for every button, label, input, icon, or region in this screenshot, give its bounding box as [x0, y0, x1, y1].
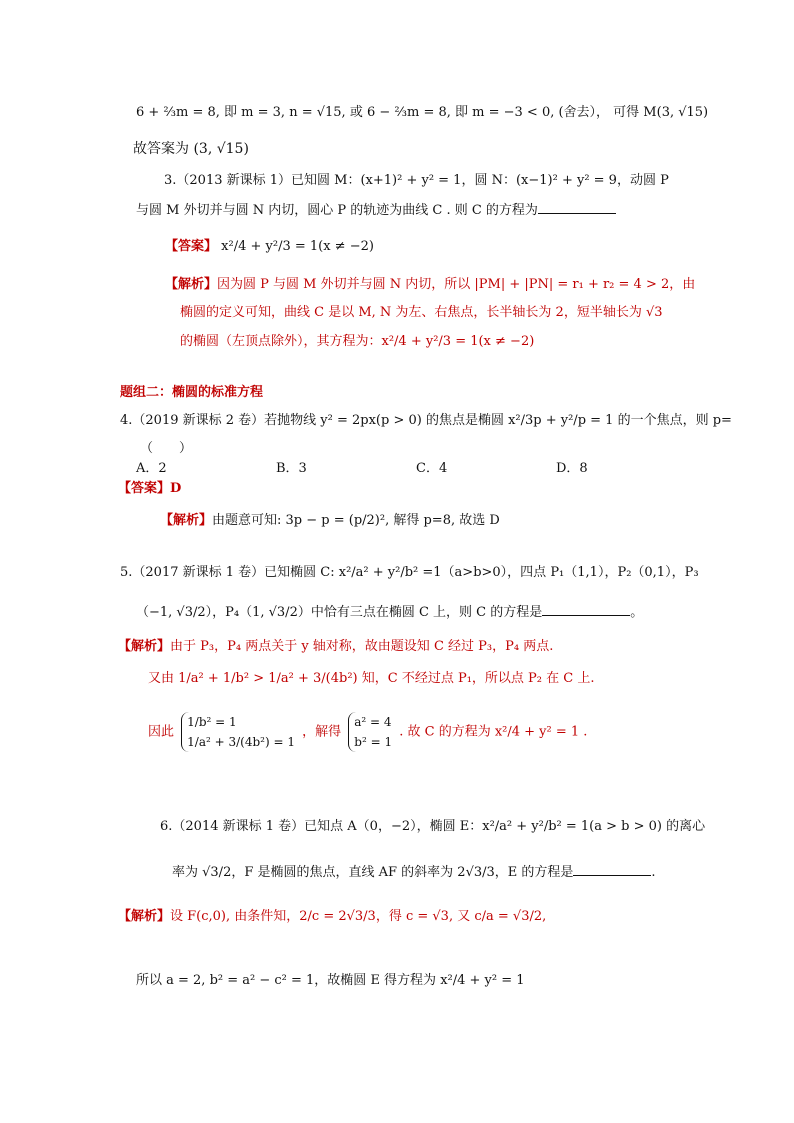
equation: 1/a² + 3/(4b²) = 1	[187, 735, 295, 749]
solution-text: 设 F(c,0), 由条件知，2/c = 2√3/3，得 c = √3, 又 c/a = √3/2,	[170, 909, 547, 924]
question-4-solution	[160, 512, 500, 530]
question-3-text: 与圆 M 外切并与圆 N 内切，圆心 P 的轨迹为曲线 C . 则 C 的方程为	[136, 203, 538, 218]
text-line-1: 6 + ⅔m = 8, 即 m = 3, n = √15, 或 6 − ⅔m = 8, 即 m = −3 < 0, (舍去）， 可得 M(3, √15)	[136, 105, 709, 120]
option-d: D．8	[556, 461, 588, 476]
question-6-line-1: 6.（2014 新课标 1 卷）已知点 A（0，−2），椭圆 E：x²/a² + y²/b² = 1(a > b > 0) 的离心	[160, 819, 706, 834]
section-heading-2: 题组二：椭圆的标准方程	[120, 385, 264, 400]
question-4-line-1: 4.（2019 新课标 2 卷）若抛物线 y² = 2px(p > 0) 的焦点是椭圆 x²/3p + y²/p = 1 的一个焦点，则 p=	[120, 413, 732, 428]
equation: b² = 1	[354, 735, 393, 749]
question-3-answer	[165, 238, 374, 256]
question-5-solution-line-3	[148, 712, 587, 752]
question-3-line-2	[136, 202, 616, 220]
equation: 1/b² = 1	[187, 715, 237, 729]
answer-tag: 【答案】	[118, 481, 171, 496]
solution-text: 由于 P₃，P₄ 两点关于 y 轴对称，故由题设知 C 经过 P₃，P₄ 两点.	[170, 639, 554, 654]
answer-value: D	[170, 481, 182, 496]
text-line-answer-1: 故答案为 (3, √15)	[133, 141, 249, 157]
solution-text: 因此	[148, 724, 175, 740]
question-5-text: （−1, √3/2），P₄（1, √3/2）中恰有三点在椭圆 C 上，则 C 的方程是	[136, 605, 543, 620]
question-4-paren: （ ）	[140, 441, 193, 456]
answer-value: x²/4 + y²/3 = 1(x ≠ −2)	[221, 239, 374, 254]
solution-tag: 【解析】	[160, 513, 213, 528]
answer-blank	[573, 865, 651, 876]
question-6-line-2: 率为 √3/2，F 是椭圆的焦点，直线 AF 的斜率为 2√3/3，E 的方程是 .	[172, 865, 656, 880]
equation-system-1	[181, 712, 295, 752]
solution-text: 因为圆 P 与圆 M 外切并与圆 N 内切，所以 |PM| + |PN| = r₁ + r₂ = 4 > 2，由	[217, 277, 696, 292]
solution-text: ，解得	[302, 724, 342, 740]
solution-tag: 【解析】	[118, 909, 171, 924]
solution-text: . 故 C 的方程为 x²/4 + y² = 1 .	[399, 724, 588, 740]
option-c: C．4	[416, 461, 448, 476]
answer-tag: 【答案】	[165, 239, 218, 254]
answer-blank	[538, 203, 616, 214]
solution-tag: 【解析】	[118, 639, 171, 654]
option-a: A．2	[136, 461, 167, 476]
question-6-solution-line-2: 所以 a = 2, b² = a² − c² = 1，故椭圆 E 得方程为 x²/4 + y² = 1	[136, 973, 525, 988]
equation: a² = 4	[354, 715, 392, 729]
question-3-solution-line-3: 的椭圆（左顶点除外），其方程为：x²/4 + y²/3 = 1(x ≠ −2)	[180, 334, 535, 349]
question-5-line-2: （−1, √3/2），P₄（1, √3/2）中恰有三点在椭圆 C 上，则 C 的方程是 。	[136, 605, 644, 620]
solution-tag: 【解析】	[165, 277, 218, 292]
question-3-line-1: 3.（2013 新课标 1）已知圆 M：(x+1)² + y² = 1，圆 N：(x−1)² + y² = 9，动圆 P	[164, 173, 669, 188]
question-6-solution-line-1	[118, 908, 546, 926]
question-6-text: 率为 √3/2，F 是椭圆的焦点，直线 AF 的斜率为 2√3/3，E 的方程是	[172, 865, 574, 880]
option-b: B．3	[276, 461, 307, 476]
question-3-solution-line-1	[165, 276, 695, 294]
question-5-line-1: 5.（2017 新课标 1 卷）已知椭圆 C: x²/a² + y²/b² =1（a>b>0），四点 P₁（1,1），P₂（0,1），P₃	[120, 565, 699, 580]
solution-text: 由题意可知: 3p − p = (p/2)², 解得 p=8, 故选 D	[212, 513, 500, 528]
answer-blank	[542, 605, 630, 616]
question-5-solution-line-1	[118, 638, 553, 656]
question-3-solution-line-2: 椭圆的定义可知，曲线 C 是以 M, N 为左、右焦点，长半轴长为 2，短半轴长为 √3	[180, 305, 663, 320]
question-4-answer	[118, 480, 181, 498]
equation-system-2	[348, 712, 392, 752]
question-4-options	[136, 460, 696, 478]
question-5-solution-line-2: 又由 1/a² + 1/b² > 1/a² + 3/(4b²) 知，C 不经过点 P₁，所以点 P₂ 在 C 上.	[148, 671, 595, 686]
